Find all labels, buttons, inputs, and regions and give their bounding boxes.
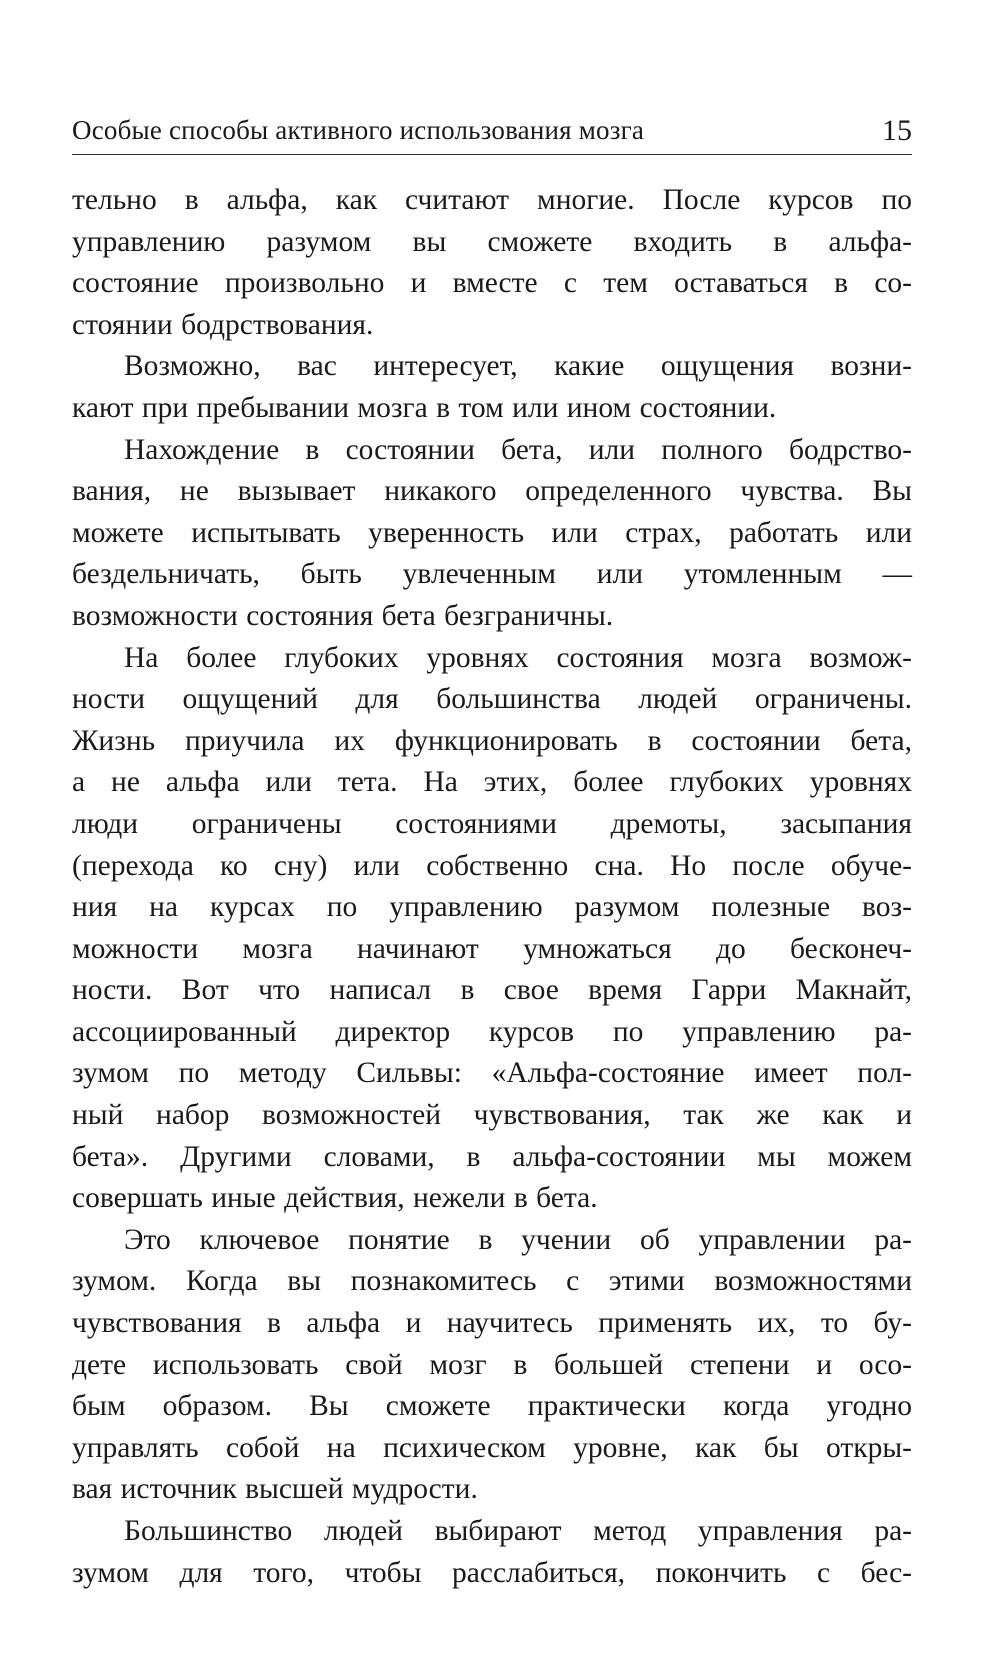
text-line: управлению разумом вы сможете входить в альфа-	[72, 225, 912, 258]
text-line: ности. Вот что написал в свое время Гарри Макнайт,	[72, 974, 912, 1007]
text-line: вания, не вызывает никакого определенного чувства. Вы	[72, 475, 912, 508]
text-line: состояние произвольно и вместе с тем оставаться в со-	[72, 267, 912, 300]
text-line: кают при пребывании мозга в том или ином состоянии.	[72, 391, 777, 424]
text-line: Возможно, вас интересует, какие ощущения возни-	[124, 350, 912, 383]
text-line: зумом. Когда вы познакомитесь с этими возможностями	[72, 1265, 912, 1298]
paragraph	[72, 1511, 912, 1594]
text-line: Это ключевое понятие в учении об управлении ра-	[124, 1223, 912, 1256]
text-line: а не альфа или тета. На этих, более глубоких уровнях	[72, 766, 912, 799]
text-line: ния на курсах по управлению разумом полезные воз-	[72, 891, 912, 924]
text-line: можности мозга начинают умножаться до бесконеч-	[72, 932, 912, 965]
text-line: бым образом. Вы сможете практически когда угодно	[72, 1390, 912, 1423]
text-line: ности ощущений для большинства людей ограничены.	[72, 683, 912, 716]
text-line: Жизнь приучила их функционировать в состоянии бета,	[72, 724, 912, 757]
paragraph	[72, 180, 912, 346]
text-line: стоянии бодрствования.	[72, 308, 374, 341]
paragraph	[72, 1220, 912, 1511]
paragraph	[72, 346, 912, 429]
text-line: зумом для того, чтобы расслабиться, покончить с бес-	[72, 1556, 912, 1589]
text-line: дете использовать свой мозг в большей степени и осо-	[72, 1348, 912, 1381]
text-line: зумом по методу Сильвы: «Альфа-состояние имеет пол-	[72, 1057, 912, 1090]
text-line: бездельничать, быть увлеченным или утомленным —	[72, 558, 912, 591]
text-line: (перехода ко сну) или собственно сна. Но после обуче-	[72, 849, 912, 882]
text-line: Нахождение в состоянии бета, или полного бодрство-	[124, 433, 912, 466]
text-line: люди ограничены состояниями дремоты, засыпания	[72, 807, 912, 840]
body-text	[72, 180, 912, 1594]
text-line: тельно в альфа, как считают многие. После курсов по	[72, 184, 912, 216]
paragraph	[72, 638, 912, 1220]
text-line: управлять собой на психическом уровне, как бы откры-	[72, 1431, 912, 1464]
page-number: 15	[882, 114, 912, 147]
running-header	[72, 110, 912, 155]
text-line: возможности состояния бета безграничны.	[72, 599, 614, 632]
running-title: Особые способы активного использования мозга	[72, 115, 645, 145]
text-line: бета». Другими словами, в альфа-состоянии мы можем	[72, 1140, 912, 1173]
text-line: чувствования в альфа и научитесь применять их, то бу-	[72, 1307, 912, 1340]
text-line: можете испытывать уверенность или страх, работать или	[72, 516, 912, 549]
paragraph	[72, 430, 912, 638]
text-line: совершать иные действия, нежели в бета.	[72, 1182, 598, 1215]
text-line: вая источник высшей мудрости.	[72, 1473, 478, 1506]
text-line: ассоциированный директор курсов по управлению ра-	[72, 1015, 912, 1048]
text-line: ный набор возможностей чувствования, так же как и	[72, 1099, 912, 1132]
text-line: На более глубоких уровнях состояния мозга возмож-	[124, 641, 912, 674]
text-line: Большинство людей выбирают метод управления ра-	[124, 1515, 912, 1547]
